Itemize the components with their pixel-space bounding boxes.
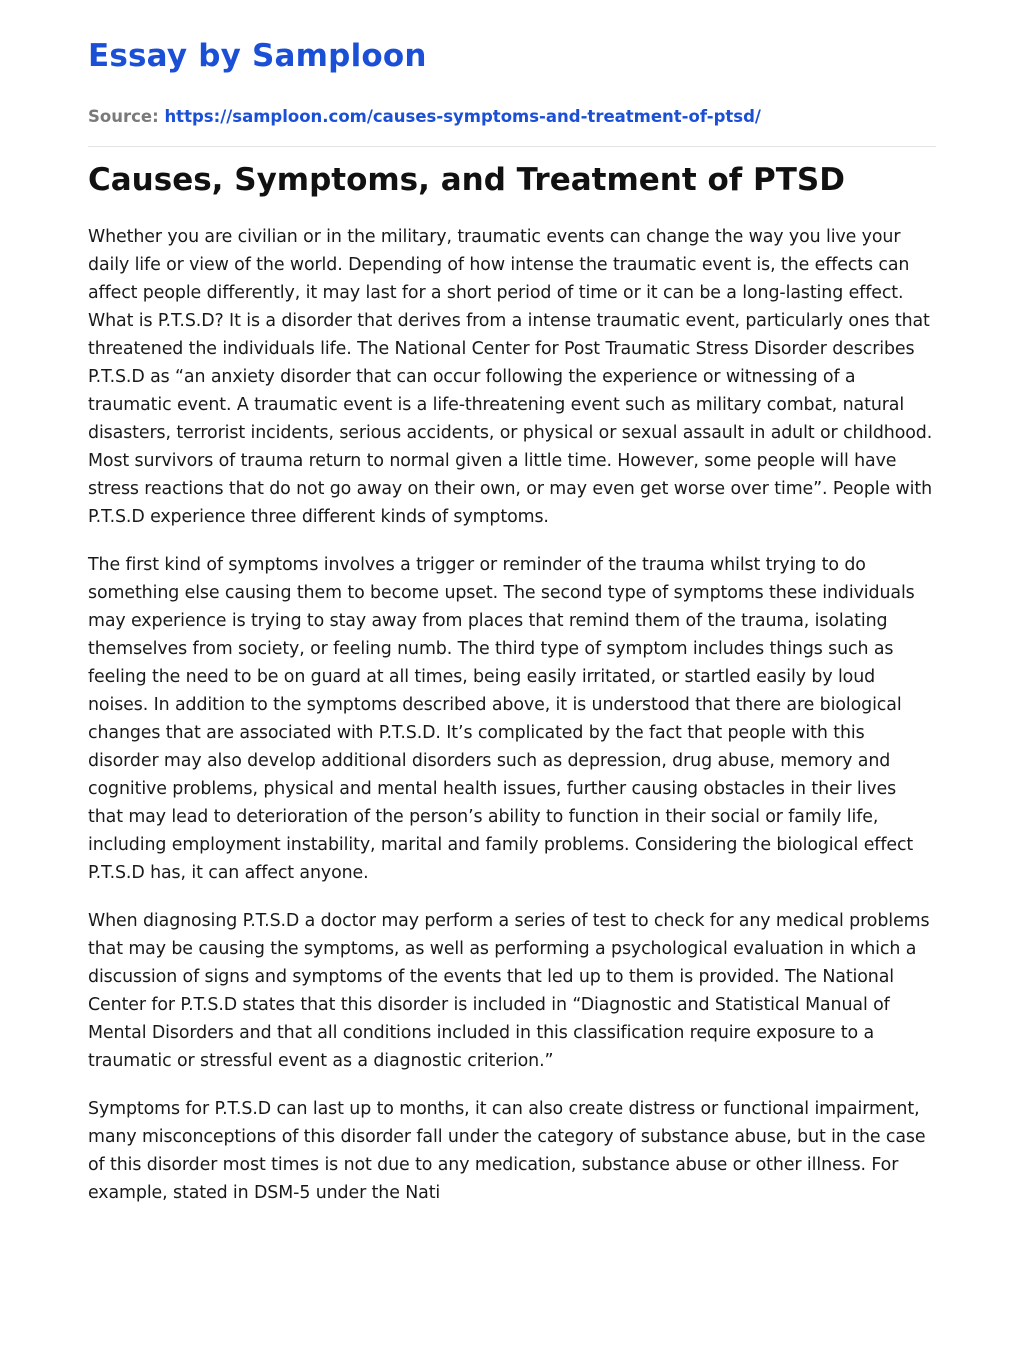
source-link[interactable]: https://samploon.com/causes-symptoms-and-treatment-of-ptsd/ bbox=[164, 107, 761, 126]
essay-title: Causes, Symptoms, and Treatment of PTSD bbox=[88, 162, 845, 198]
essay-page bbox=[88, 0, 936, 1207]
header-divider bbox=[88, 146, 936, 147]
essay-paragraph: The first kind of symptoms involves a trigger or reminder of the trauma whilst trying to do something else causing them to become upset. The second type of symptoms these individuals may experience is trying to stay away from places that remind them of the trauma, isolating themselves from society, or feeling numb. The third type of symptom includes things such as feeling the need to be on guard at all times, being easily irritated, or startled easily by loud noises. In addition to the symptoms described above, it is understood that there are biological changes that are associated with P.T.S.D. It’s complicated by the fact that people with this disorder may also develop additional disorders such as depression, drug abuse, memory and cognitive problems, physical and mental health issues, further causing obstacles in their lives that may lead to deterioration of the person’s ability to function in their social or family life, including employment instability, marital and family problems. Considering the biological effect P.T.S.D has, it can affect anyone. bbox=[88, 555, 915, 883]
brand-title: Essay by Samploon bbox=[88, 38, 427, 74]
essay-paragraph: Symptoms for P.T.S.D can last up to months, it can also create distress or functional impairment, many misconceptions of this disorder fall under the category of substance abuse, but in the case of this disorder most times is not due to any medication, substance abuse or other illness. For example, stated in DSM-5 under the Nati bbox=[88, 1099, 926, 1203]
source-line bbox=[88, 106, 936, 128]
source-label: Source: bbox=[88, 107, 159, 126]
essay-body bbox=[88, 223, 936, 1207]
essay-paragraph: When diagnosing P.T.S.D a doctor may perform a series of test to check for any medical problems that may be causing the symptoms, as well as performing a psychological evaluation in which a discussion of signs and symptoms of the events that led up to them is provided. The National Center for P.T.S.D states that this disorder is included in “Diagnostic and Statistical Manual of Mental Disorders and that all conditions included in this classification require exposure to a traumatic or stressful event as a diagnostic criterion.” bbox=[88, 911, 930, 1071]
essay-paragraph: Whether you are civilian or in the military, traumatic events can change the way you live your daily life or view of the world. Depending of how intense the traumatic event is, the effects can affect people differently, it may last for a short period of time or it can be a long-lasting effect. What is P.T.S.D? It is a disorder that derives from a intense traumatic event, particularly ones that threatened the individuals life. The National Center for Post Traumatic Stress Disorder describes P.T.S.D as “an anxiety disorder that can occur following the experience or witnessing of a traumatic event. A traumatic event is a life-threatening event such as military combat, natural disasters, terrorist incidents, serious accidents, or physical or sexual assault in adult or childhood. Most survivors of trauma return to normal given a little time. However, some people will have stress reactions that do not go away on their own, or may even get worse over time”. People with P.T.S.D experience three different kinds of symptoms. bbox=[88, 227, 933, 527]
